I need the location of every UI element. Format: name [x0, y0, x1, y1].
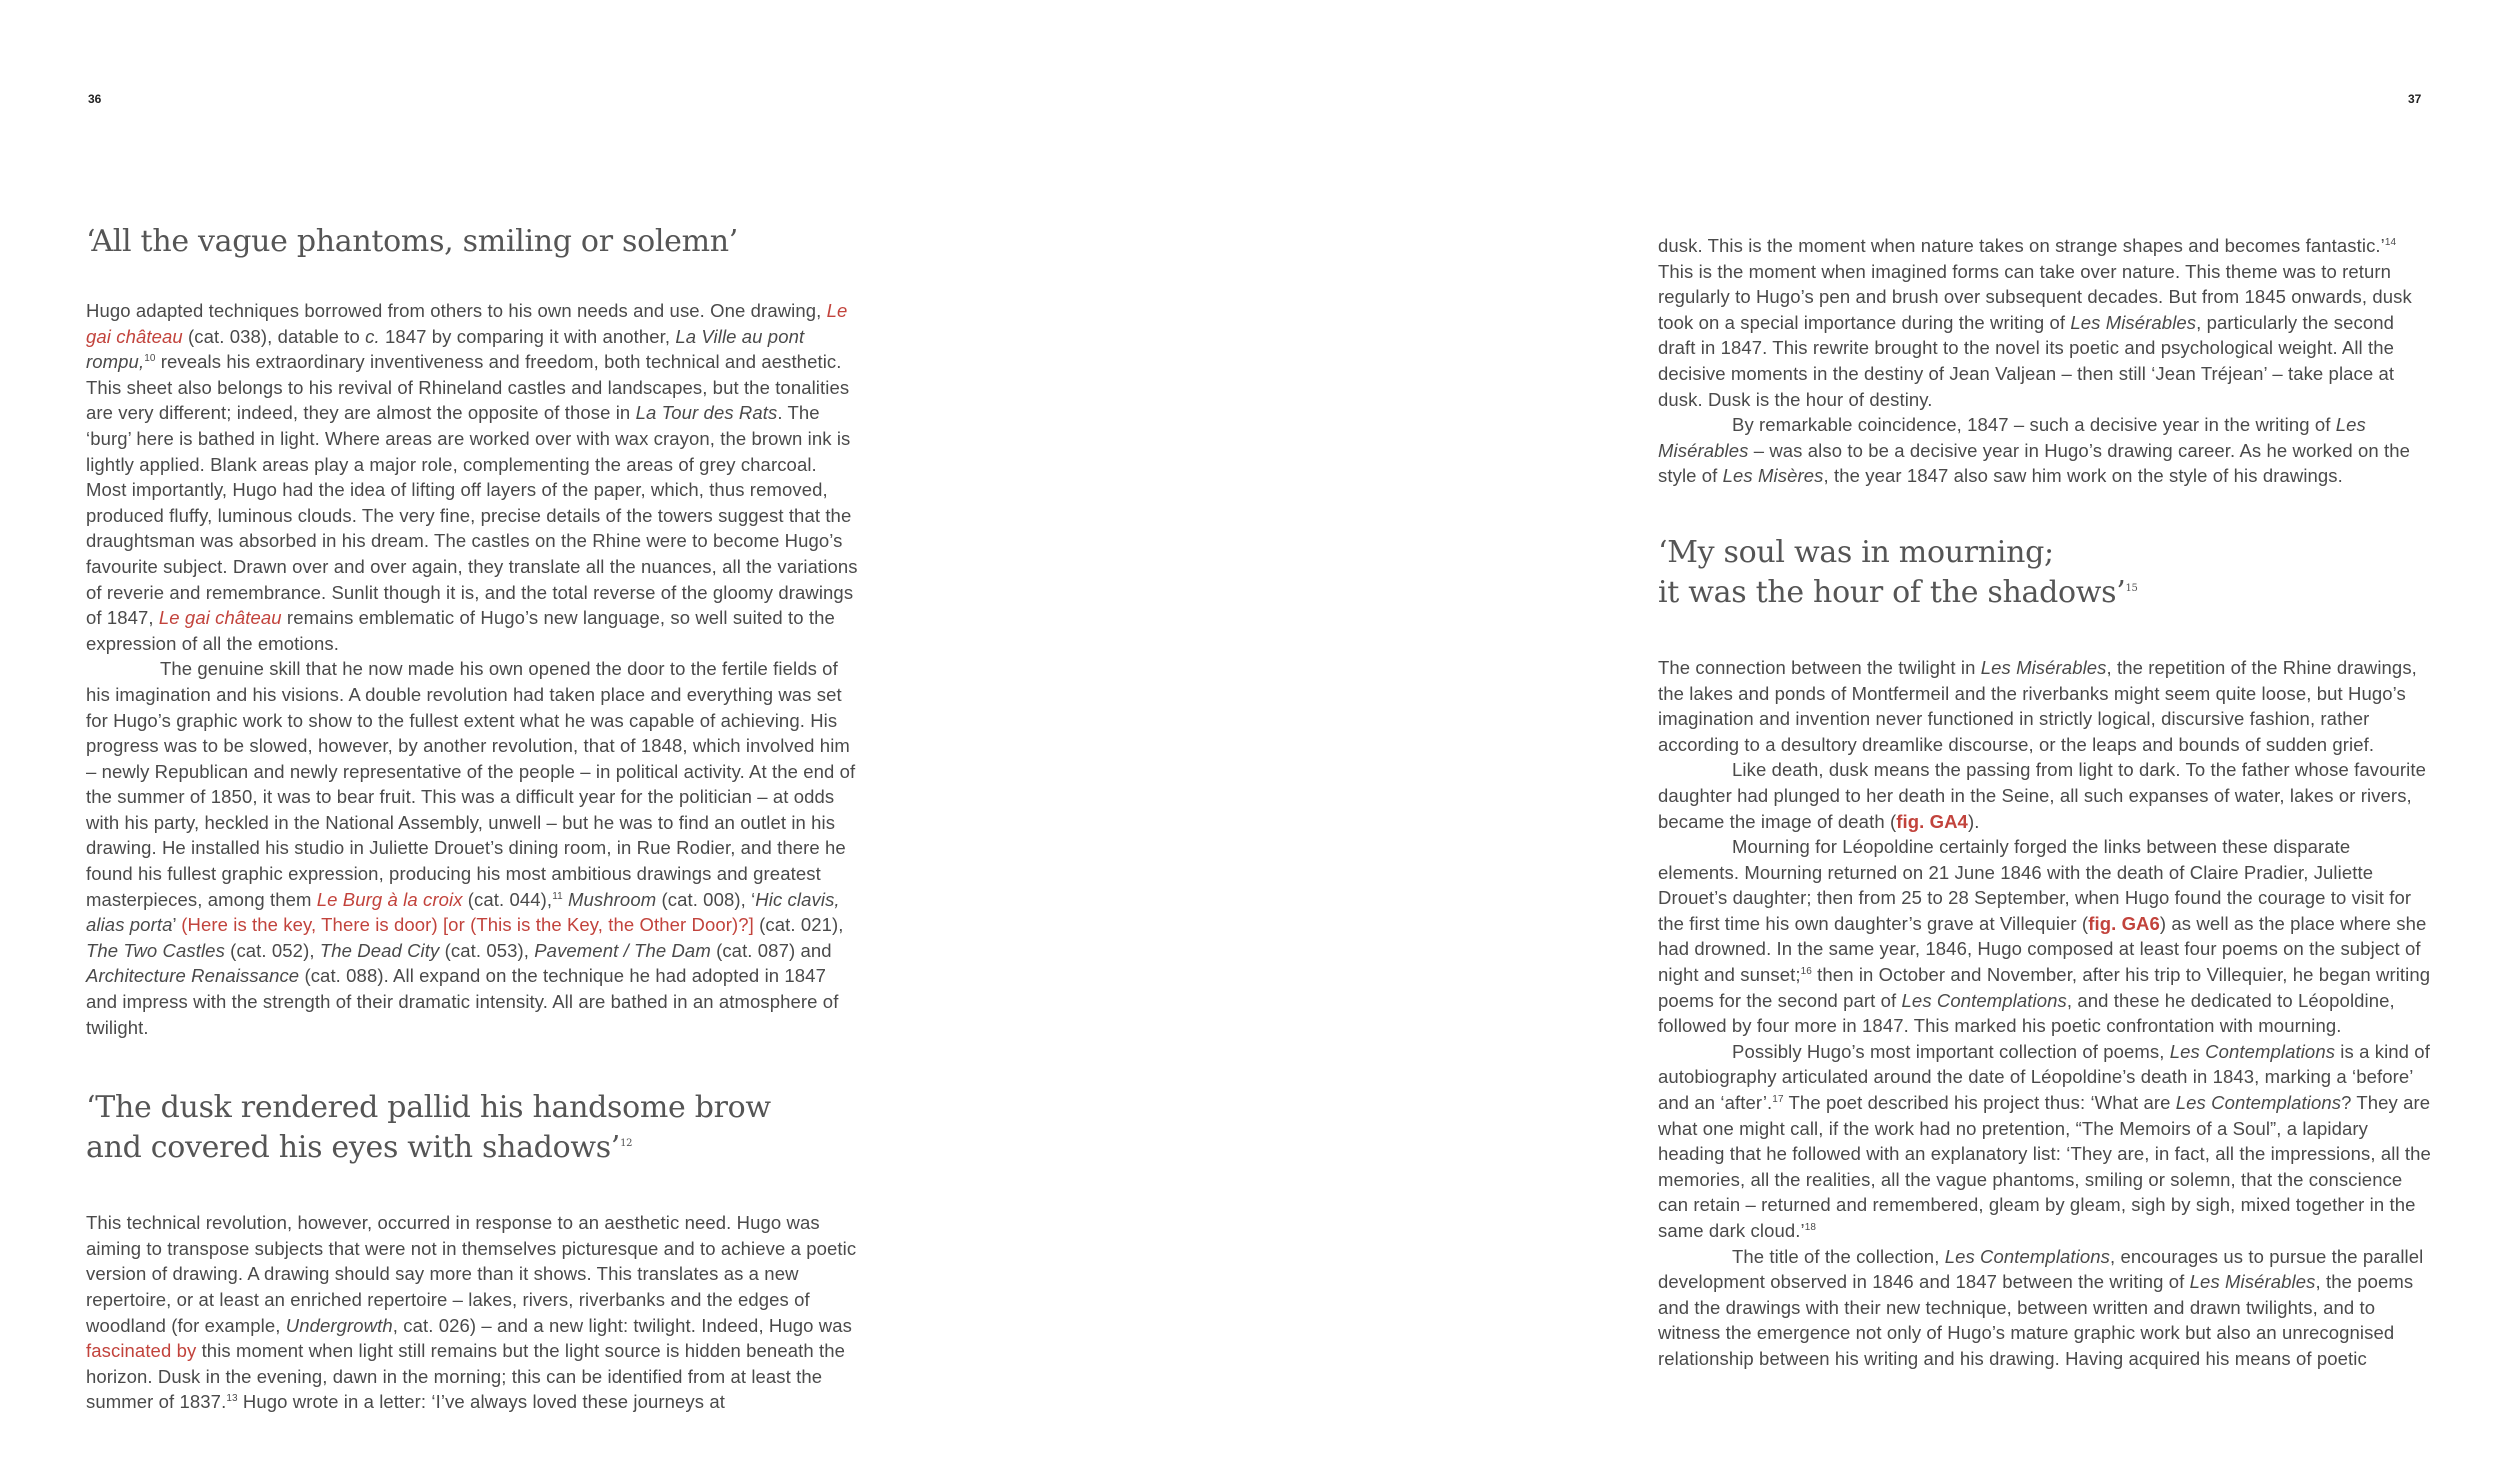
link-le-burg-a-la-croix[interactable]: Le Burg à la croix [316, 888, 463, 910]
section-heading-phantoms: ‘All the vague phantoms, smiling or solemn’ [86, 224, 738, 259]
section-heading-dusk: ‘The dusk rendered pallid his handsome brow and covered his eyes with shadows’$^{12}$ [86, 1090, 771, 1166]
right-paragraph-4: Like death, dusk means the passing from light to dark. To the father whose favourite daughter had plunged to her death in the Seine, all such expanses of water, lakes or rivers, became the image of death (fig. GA4). [1658, 759, 2426, 832]
left-paragraph-3: This technical revolution, however, occurred in response to an aesthetic need. Hugo was aiming to transpose subjects that were not in themselves picturesque and to achieve a poetic version of drawing. A drawing should say more than it shows. This translates as a new repertoire, or at least an enriched repertoire – lakes, rivers, riverbanks and the edges of woodland (for example, Undergrowth, cat. 026) – and a new light: twilight. Indeed, Hugo was fascinated by this moment when light still remains but the light source is hidden beneath the horizon. Dusk in the evening, dawn in the morning; this can be identified from at least the summer of 1837.13 Hugo wrote in a letter: ‘I’ve always loved these journeys at [86, 1212, 857, 1413]
link-le-gai-chateau-2[interactable]: Le gai château [158, 607, 282, 629]
footnote-ref: 16 [1800, 965, 1812, 977]
right-paragraph-2: By remarkable coincidence, 1847 – such a decisive year in the writing of Les Misérables – was also to be a decisive year in Hugo’s drawing career. As he worked on the style of Les Misères, the year 1847 also saw him work on the style of his drawings. [1658, 414, 2411, 487]
footnote-ref: 17 [1772, 1093, 1784, 1105]
link-le-gai-chateau[interactable]: Le gai château [86, 300, 848, 347]
left-paragraph-2: The genuine skill that he now made his own opened the door to the fertile fields of his imagination and his visions. A double revolution had taken place and everything was set for Hugo’s graphic work to show to the fullest extent what he was capable of achieving. His progress was to be slowed, however, by another revolution, that of 1848, which involved him – newly Republican and newly representative of the people – in political activity. At the end of the summer of 1850, it was to bear fruit. This was a difficult year for the politician – at odds with his party, heckled in the National Assembly, unwell – but he was to find an outlet in his drawing. He installed his studio in Juliette Drouet’s dining room, in Rue Rodier, and there he found his fullest graphic expression, producing his most ambitious drawings and greatest masterpieces, among them Le Burg à la croix (cat. 044),$^{11}$ Mushroom (cat. 008), ‘Hic clavis, alias porta’ (Here is the key, There is door) [or (This is the Key, the Other Door)?] (cat. 021), The Two Castles (cat. 052), The Dead City (cat. 053), Pavement / The Dam (cat. 087) and Architecture Renaissance (cat. 088). All expand on the technique he had adopted in 1847 and impress with the strength of their dramatic intensity. All are bathed in an atmosphere of twilight. [86, 658, 856, 1038]
right-page-number: 37 [2408, 92, 2422, 106]
left-page-number: 36 [88, 92, 102, 106]
right-paragraph-7: The title of the collection, Les Contemplations, encourages us to pursue the parallel development observed in 1846 and 1847 between the writing of Les Misérables, the poems and the drawings with their new technique, between written and drawn twilights, and to witness the emergence not only of Hugo’s mature graphic work but also an unrecognised relationship between his writing and his drawing. Having acquired his means of poetic [1658, 1245, 2424, 1369]
link-fig-ga6[interactable]: fig. GA6 [2088, 912, 2160, 934]
left-paragraph-1: Hugo adapted techniques borrowed from others to his own needs and use. One drawing, Le gai château (cat. 038), datable to c. 1847 by comparing it with another, La Ville au pont rompu,$^{10}$ reveals his extraordinary inventiveness and freedom, both technical and aesthetic. This sheet also belongs to his revival of Rhineland castles and landscapes, but the tonalities are very different; indeed, they are almost the opposite of those in La Tour des Rats. The ‘burg’ here is bathed in light. Where areas are worked over with wax crayon, the brown ink is lightly applied. Blank areas play a major role, complementing the areas of grey charcoal. Most importantly, Hugo had the idea of lifting off layers of the paper, which, thus removed, produced fluffy, luminous clouds. The very fine, precise details of the towers suggest that the draughtsman was absorbed in his dream. The castles on the Rhine were to become Hugo’s favourite subject. Drawn over and over again, they translate all the nuances, all the variations of reverie and remembrance. Sunlit though it is, and the total reverse of the gloomy drawings of 1847, Le gai château remains emblematic of Hugo’s new language, so well suited to the expression of all the emotions. [86, 300, 858, 654]
right-paragraph-1: dusk. This is the moment when nature takes on strange shapes and becomes fantastic.’$^{14}$ This is the moment when imagined forms can take over nature. This theme was to return regularly to Hugo’s pen and brush over subsequent decades. But from 1845 onwards, dusk took on a special importance during the writing of Les Misérables, particularly the second draft in 1847. This rewrite brought to the novel its poetic and psychological weight. All the decisive moments in the destiny of Jean Valjean – then still ‘Jean Tréjean’ – take place at dusk. Dusk is the hour of destiny. [1658, 235, 2412, 410]
link-here-is-the-key[interactable]: (Here is the key, There is door) [or (This is the Key, the Other Door)?] [181, 914, 754, 936]
section-heading-mourning: ‘My soul was in mourning; it was the hour of the shadows’$^{15}$ [1658, 534, 2138, 610]
footnote-ref: 13 [226, 1393, 238, 1405]
right-paragraph-6: Possibly Hugo’s most important collection of poems, Les Contemplations is a kind of autobiography articulated around the date of Léopoldine’s death in 1843, marking a ‘before’ and an ‘after’.$^{17}$ The poet described his project thus: ‘What are Les Contemplations? They are what one might call, if the work had no pretention, “The Memoirs of a Soul”, a lapidary heading that he followed with an explanatory list: ‘They are, in fact, all the impressions, all the memories, all the realities, all the vague phantoms, smiling or solemn, that the conscience can retain – returned and remembered, gleam by gleam, sigh by sigh, mixed together in the same dark cloud.’$^{18}$ [1658, 1040, 2431, 1241]
link-fascinated-by[interactable]: fascinated by [86, 1340, 197, 1362]
left-column [86, 222, 858, 1415]
footnote-ref: 18 [1804, 1221, 1817, 1233]
right-column [1658, 233, 2436, 1372]
footnote-ref: 14 [2384, 236, 2397, 248]
right-paragraph-3: The connection between the twilight in Les Misérables, the repetition of the Rhine drawings, the lakes and ponds of Montfermeil and the riverbanks might seem quite loose, but Hugo’s imagination and invention never functioned in strictly logical, discursive fashion, rather according to a desultory dreamlike discourse, or the leaps and bounds of sudden grief. [1658, 656, 2417, 755]
right-paragraph-5: Mourning for Léopoldine certainly forged the links between these disparate elements. Mourning returned on 21 June 1846 with the death of Claire Pradier, Juliette Drouet’s daughter; then from 25 to 28 September, when Hugo found the courage to visit for the first time his own daughter’s grave at Villequier (fig. GA6) as well as the place where she had drowned. In the same year, 1846, Hugo composed at least four poems on the subject of night and sunset;$^{16}$ then in October and November, after his trip to Villequier, he began writing poems for the second part of Les Contemplations, and these he dedicated to Léopoldine, followed by four more in 1847. This marked his poetic confrontation with mourning. [1658, 836, 2431, 1037]
footnote-ref: 10 [144, 353, 156, 365]
link-fig-ga4[interactable]: fig. GA4 [1896, 810, 1968, 832]
footnote-ref: 11 [552, 890, 563, 902]
